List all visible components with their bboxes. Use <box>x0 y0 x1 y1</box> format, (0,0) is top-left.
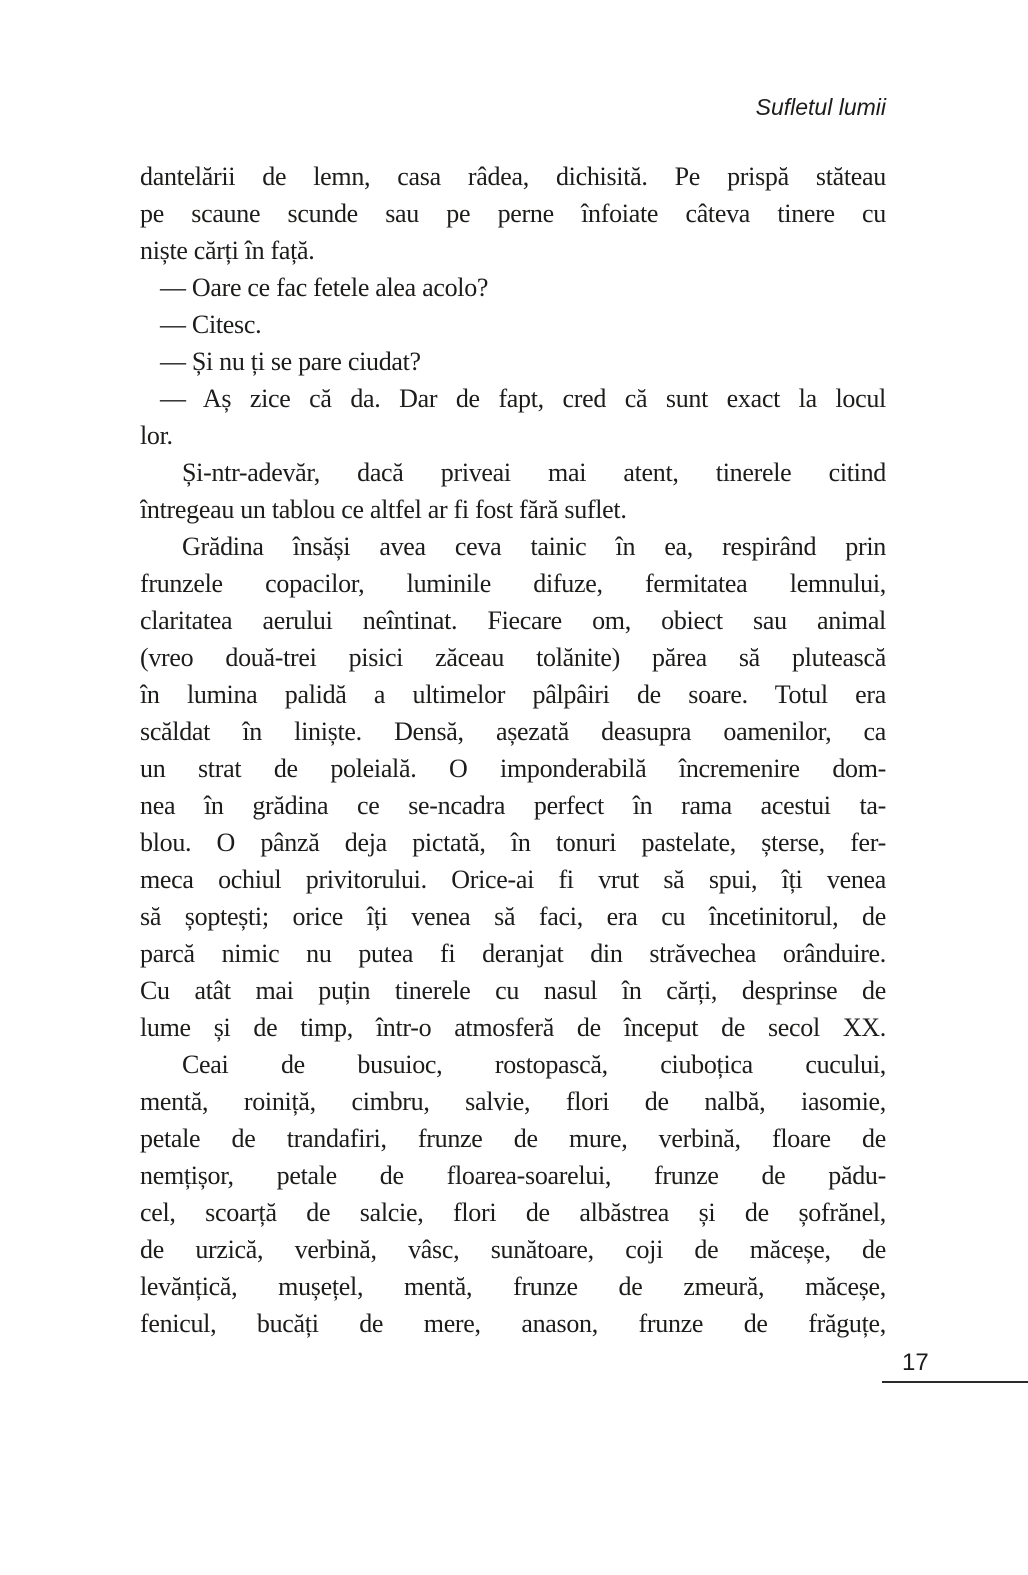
text-line: pe scaune scunde sau pe perne înfoiate câteva tinere cu <box>140 199 886 228</box>
text-line: fenicul, bucăți de mere, anason, frunze de frăguțe, <box>140 1309 886 1338</box>
running-head: Sufletul lumii <box>755 94 886 120</box>
text-line: cel, scoarță de salcie, flori de albăstrea și de șofrănel, <box>140 1198 886 1227</box>
text-line: — Și nu ți se pare ciudat? <box>160 347 421 376</box>
text-line: Ceai de busuioc, rostopască, ciuboțica cucului, <box>182 1050 886 1079</box>
text-line: claritatea aerului neîntinat. Fiecare om, obiect sau animal <box>140 606 886 635</box>
text-line: întregeau un tablou ce altfel ar fi fost fără suflet. <box>140 495 627 524</box>
text-line: să șoptești; orice îți venea să faci, era cu încetinitorul, de <box>140 902 886 931</box>
text-line: mentă, roiniță, cimbru, salvie, flori de nalbă, iasomie, <box>140 1087 886 1116</box>
text-block <box>140 158 886 1342</box>
text-line: petale de trandafiri, frunze de mure, verbină, floare de <box>140 1124 886 1153</box>
text-line: în lumina palidă a ultimelor pâlpâiri de soare. Totul era <box>140 680 886 709</box>
text-line: nemțișor, petale de floarea-soarelui, frunze de pădu- <box>140 1161 886 1190</box>
text-line: un strat de poleială. O imponderabilă încremenire dom- <box>140 754 886 783</box>
footer-rule <box>882 1381 1028 1383</box>
text-line: Cu atât mai puțin tinerele cu nasul în cărți, desprinse de <box>140 976 886 1005</box>
text-line: de urzică, verbină, vâsc, sunătoare, coji de măceșe, de <box>140 1235 886 1264</box>
text-line: — Aș zice că da. Dar de fapt, cred că sunt exact la locul <box>160 384 886 413</box>
text-line: parcă nimic nu putea fi deranjat din străvechea orânduire. <box>140 939 886 968</box>
text-line: Grădina însăși avea ceva tainic în ea, respirând prin <box>182 532 886 561</box>
text-line: levănțică, mușețel, mentă, frunze de zmeură, măceșe, <box>140 1272 886 1301</box>
text-line: scăldat în liniște. Densă, așezată deasupra oamenilor, ca <box>140 717 886 746</box>
text-line: nea în grădina ce se-ncadra perfect în rama acestui ta- <box>140 791 886 820</box>
text-line: lume și de timp, într-o atmosferă de început de secol XX. <box>140 1013 886 1042</box>
text-line: (vreo două-trei pisici zăceau tolănite) părea să plutească <box>140 643 886 672</box>
text-line: niște cărți în față. <box>140 236 315 265</box>
page-number: 17 <box>902 1349 929 1376</box>
text-line: Și-ntr-adevăr, dacă priveai mai atent, tinerele citind <box>182 458 886 487</box>
text-line: dantelării de lemn, casa râdea, dichisită. Pe prispă stăteau <box>140 162 886 191</box>
text-line: meca ochiul privitorului. Orice-ai fi vrut să spui, îți venea <box>140 865 886 894</box>
text-line: — Oare ce fac fetele alea acolo? <box>160 273 489 302</box>
text-line: lor. <box>140 421 173 450</box>
text-line: — Citesc. <box>160 310 262 339</box>
text-line: blou. O pânză deja pictată, în tonuri pastelate, șterse, fer- <box>140 828 886 857</box>
text-line: frunzele copacilor, luminile difuze, fermitatea lemnului, <box>140 569 886 598</box>
